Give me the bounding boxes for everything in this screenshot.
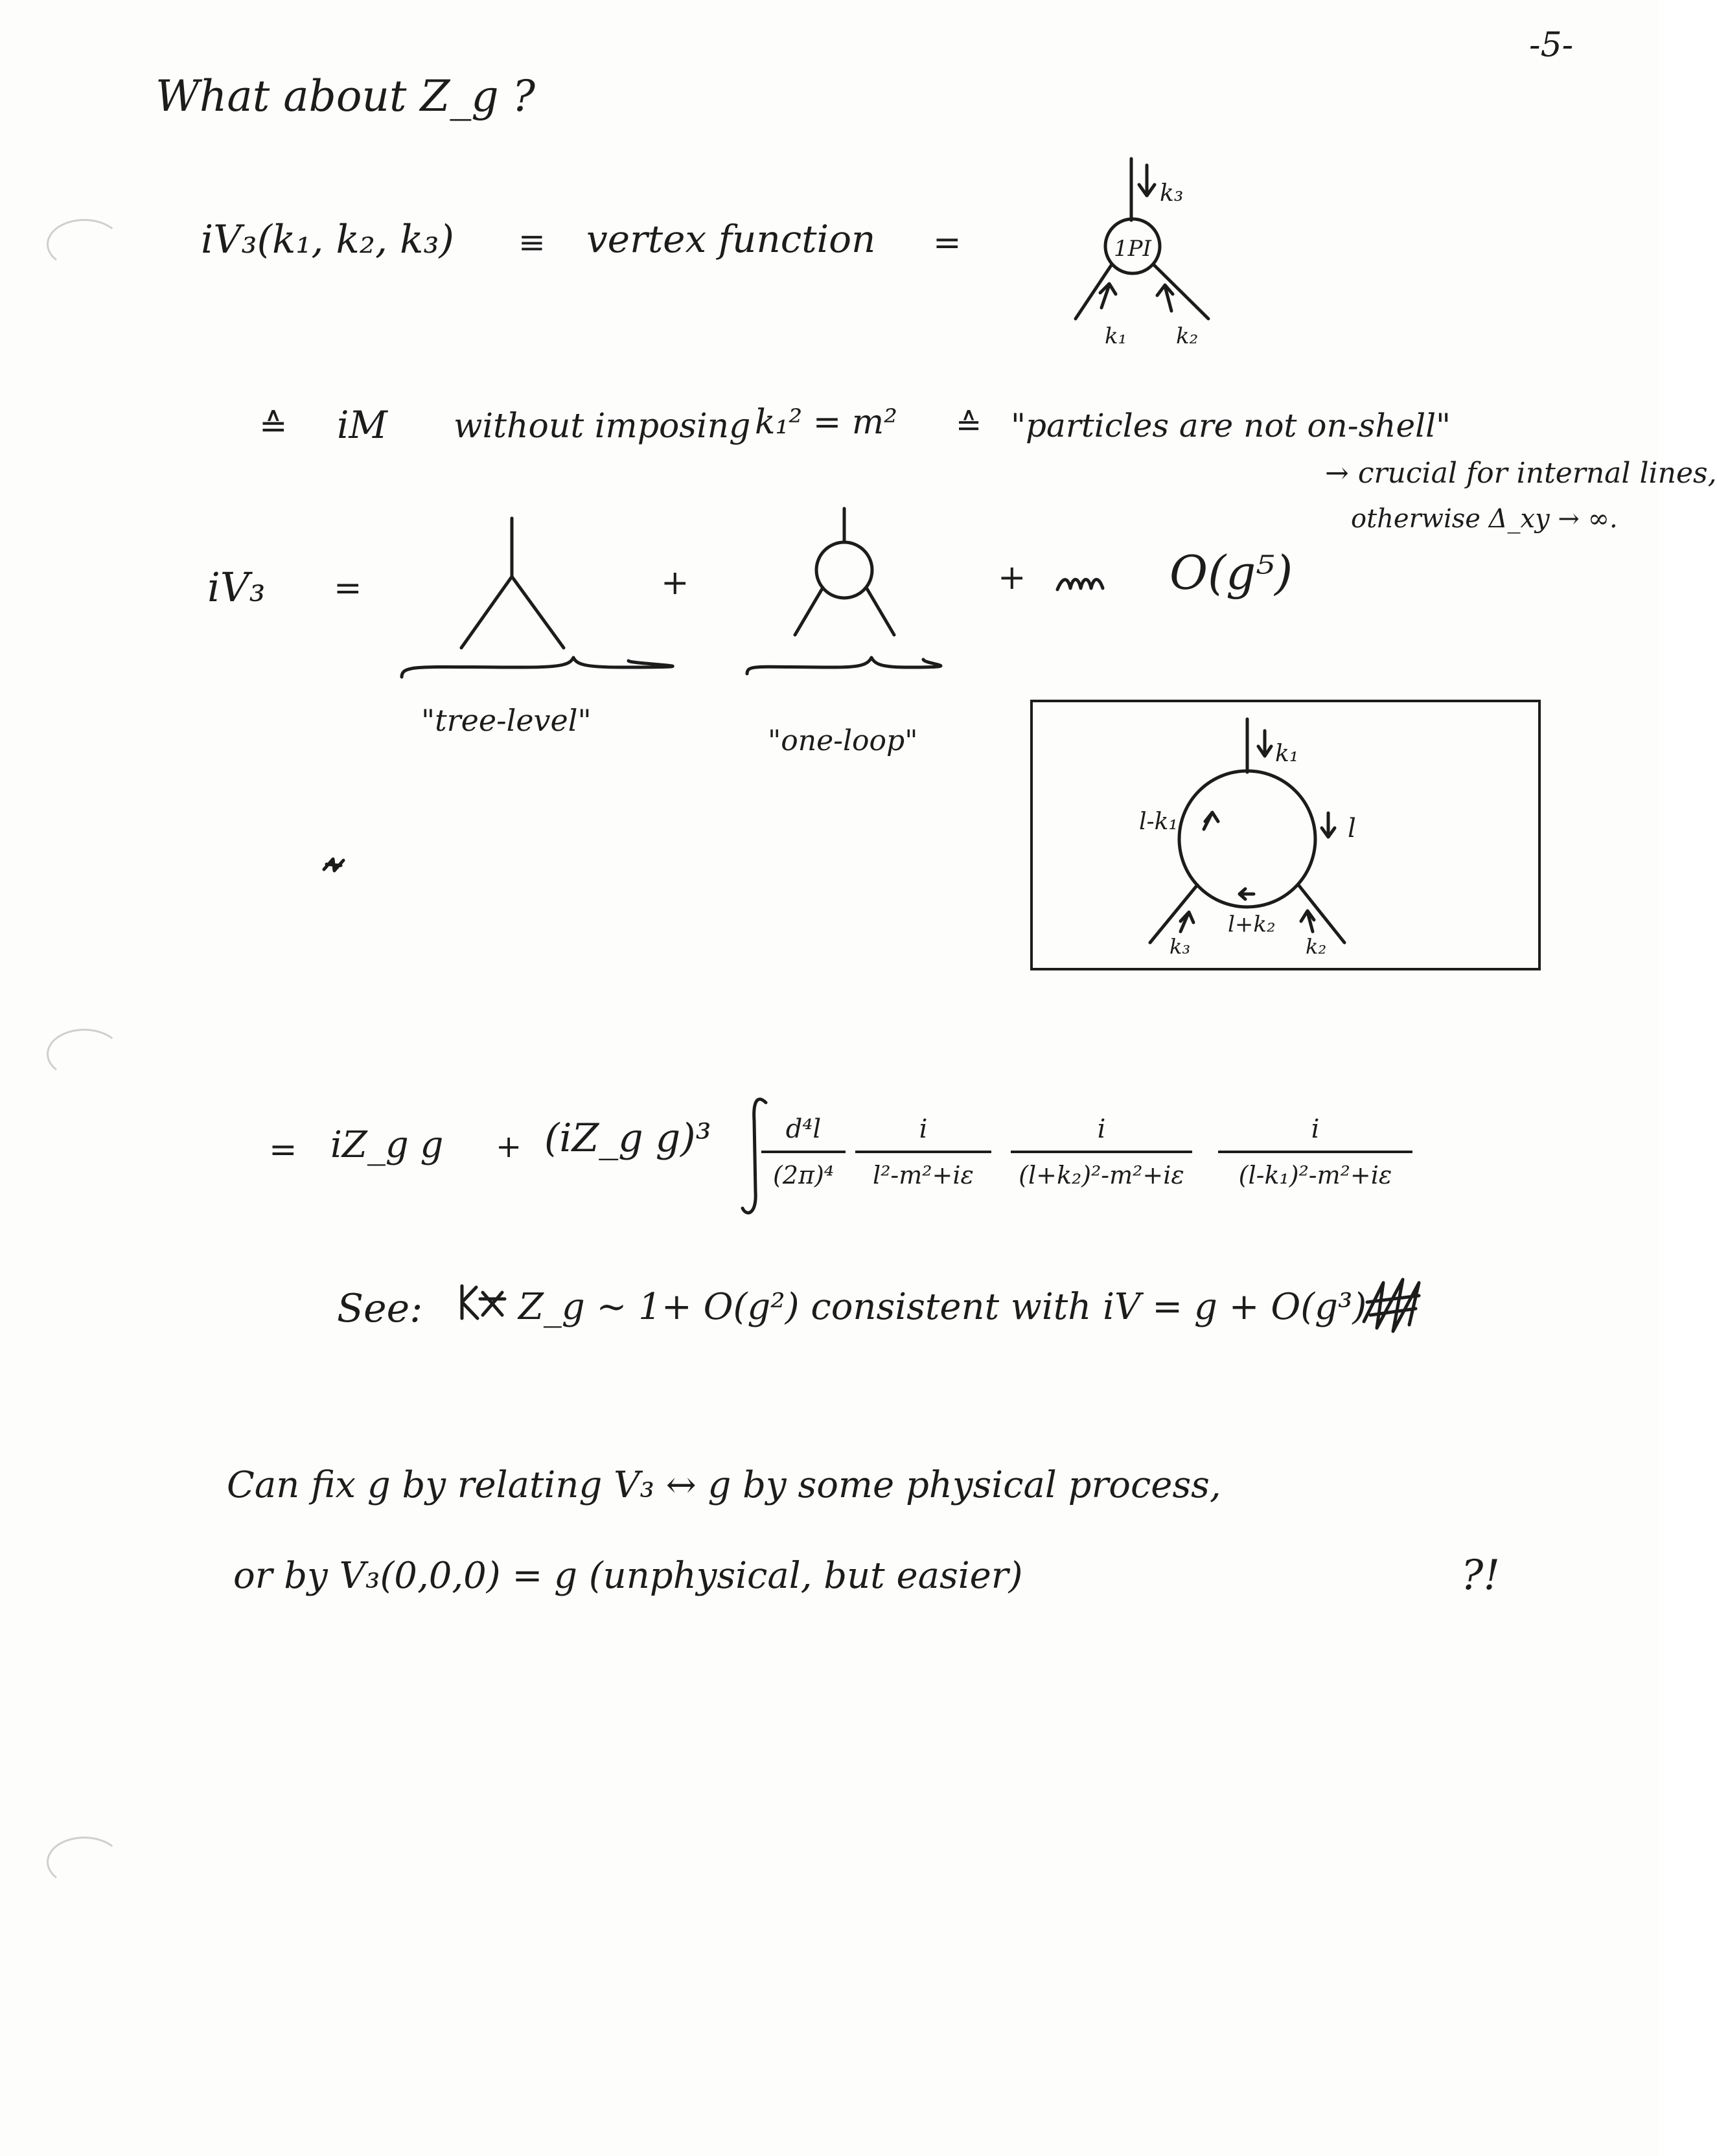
propagator-3 bbox=[1218, 1114, 1412, 1189]
particles-note: "particles are not on-shell" bbox=[1011, 407, 1451, 444]
propagator-denominator: (l+k₂)²-m²+iε bbox=[1019, 1161, 1184, 1189]
arrow-icon bbox=[1204, 812, 1218, 829]
1pi-vertex-diagram bbox=[1063, 149, 1231, 356]
one-loop-detail-diagram bbox=[1030, 700, 1536, 965]
arrow-icon bbox=[1100, 284, 1116, 308]
internal-lines-note: → crucial for internal lines, bbox=[1325, 457, 1717, 490]
measure-denominator: (2π)⁴ bbox=[772, 1161, 835, 1189]
propagator-1 bbox=[855, 1114, 991, 1189]
loop-momentum-label: l-k₁ bbox=[1139, 808, 1178, 835]
loop-momentum-label: l bbox=[1348, 814, 1356, 843]
momentum-label: k₂ bbox=[1176, 323, 1199, 349]
fix-coupling-line-2: or by V₃(0,0,0) = g (unphysical, but easier) bbox=[233, 1555, 1023, 1597]
tree-level-label: "tree-level" bbox=[421, 703, 592, 738]
arrow-icon bbox=[1322, 813, 1335, 837]
propagator-numerator: i bbox=[1011, 1114, 1192, 1153]
higher-order-term: O(g⁵) bbox=[1170, 545, 1293, 600]
equals-sign: = bbox=[269, 1130, 297, 1169]
loop-momentum-label: k₂ bbox=[1306, 934, 1327, 959]
vertex-lhs: iV₃(k₁, k₂, k₃) bbox=[201, 217, 454, 262]
tree-level-brace bbox=[402, 658, 673, 677]
arrow-icon bbox=[1239, 889, 1254, 899]
momentum-label: k₁ bbox=[1105, 323, 1127, 349]
expansion-lhs: iV₃ bbox=[207, 564, 266, 611]
punch-hole bbox=[47, 219, 122, 270]
equiv-sign: ≡ bbox=[518, 224, 546, 261]
blob-label: 1PI bbox=[1114, 236, 1151, 262]
margin-mark: ?! bbox=[1461, 1552, 1501, 1600]
arrow-icon bbox=[1301, 911, 1314, 932]
scribble bbox=[1056, 570, 1108, 596]
propagator-denominator: (l-k₁)²-m²+iε bbox=[1238, 1161, 1392, 1189]
propagator-2 bbox=[1011, 1114, 1192, 1189]
propagator-numerator: i bbox=[855, 1114, 991, 1153]
one-loop-label: "one-loop" bbox=[768, 724, 918, 757]
tree-term: iZ_g g bbox=[330, 1124, 444, 1166]
arrow-icon bbox=[1139, 165, 1155, 196]
arrow-icon bbox=[1258, 731, 1271, 756]
tree-level-diagram bbox=[447, 512, 577, 661]
page-heading: What about Z_g ? bbox=[156, 71, 536, 121]
loop-momentum-label: l+k₂ bbox=[1228, 912, 1276, 937]
loop-line bbox=[1179, 771, 1315, 907]
one-loop-brace bbox=[747, 658, 941, 674]
onshell-condition: k₁² = m² bbox=[755, 403, 897, 442]
hat-equals: ≙ bbox=[259, 407, 288, 446]
integration-measure bbox=[761, 1114, 846, 1189]
im-text: iM bbox=[337, 403, 387, 447]
plus-sign: + bbox=[998, 558, 1026, 597]
without-imposing: without imposing bbox=[454, 407, 751, 446]
measure-numerator: d⁴l bbox=[761, 1114, 846, 1153]
zg-consistency: Z_g ~ 1+ O(g²) consistent with iV = g + O(g³) bbox=[518, 1286, 1367, 1328]
punch-hole bbox=[47, 1837, 122, 1887]
arrow-icon bbox=[1157, 285, 1173, 311]
loop-momentum-label: k₃ bbox=[1170, 934, 1191, 959]
see-label: See: bbox=[337, 1286, 423, 1331]
punch-hole bbox=[47, 1029, 122, 1079]
loop-coupling: (iZ_g g)³ bbox=[544, 1116, 711, 1161]
scribble bbox=[1357, 1270, 1429, 1341]
fix-coupling-line-1: Can fix g by relating V₃ ↔ g by some physical process, bbox=[227, 1464, 1221, 1506]
arrow-icon bbox=[1181, 912, 1193, 932]
stray-mark bbox=[321, 855, 347, 875]
propagator-denominator: l²-m²+iε bbox=[873, 1161, 974, 1189]
hat-equals: ≙ bbox=[956, 407, 982, 443]
equals-sign: = bbox=[933, 224, 962, 262]
momentum-label: k₃ bbox=[1160, 180, 1184, 207]
plus-sign: + bbox=[496, 1129, 522, 1165]
plus-sign: + bbox=[661, 564, 689, 602]
underbraces bbox=[395, 654, 1335, 693]
divergence-note: otherwise Δ_xy → ∞. bbox=[1351, 504, 1618, 534]
crossed-out-text bbox=[457, 1279, 509, 1325]
page-number: -5- bbox=[1529, 26, 1574, 65]
loop-momentum-label: k₁ bbox=[1275, 740, 1299, 767]
equals-sign: = bbox=[334, 569, 362, 608]
vertex-function-label: vertex function bbox=[586, 217, 876, 261]
one-loop-diagram bbox=[787, 502, 904, 645]
propagator-numerator: i bbox=[1218, 1114, 1412, 1153]
